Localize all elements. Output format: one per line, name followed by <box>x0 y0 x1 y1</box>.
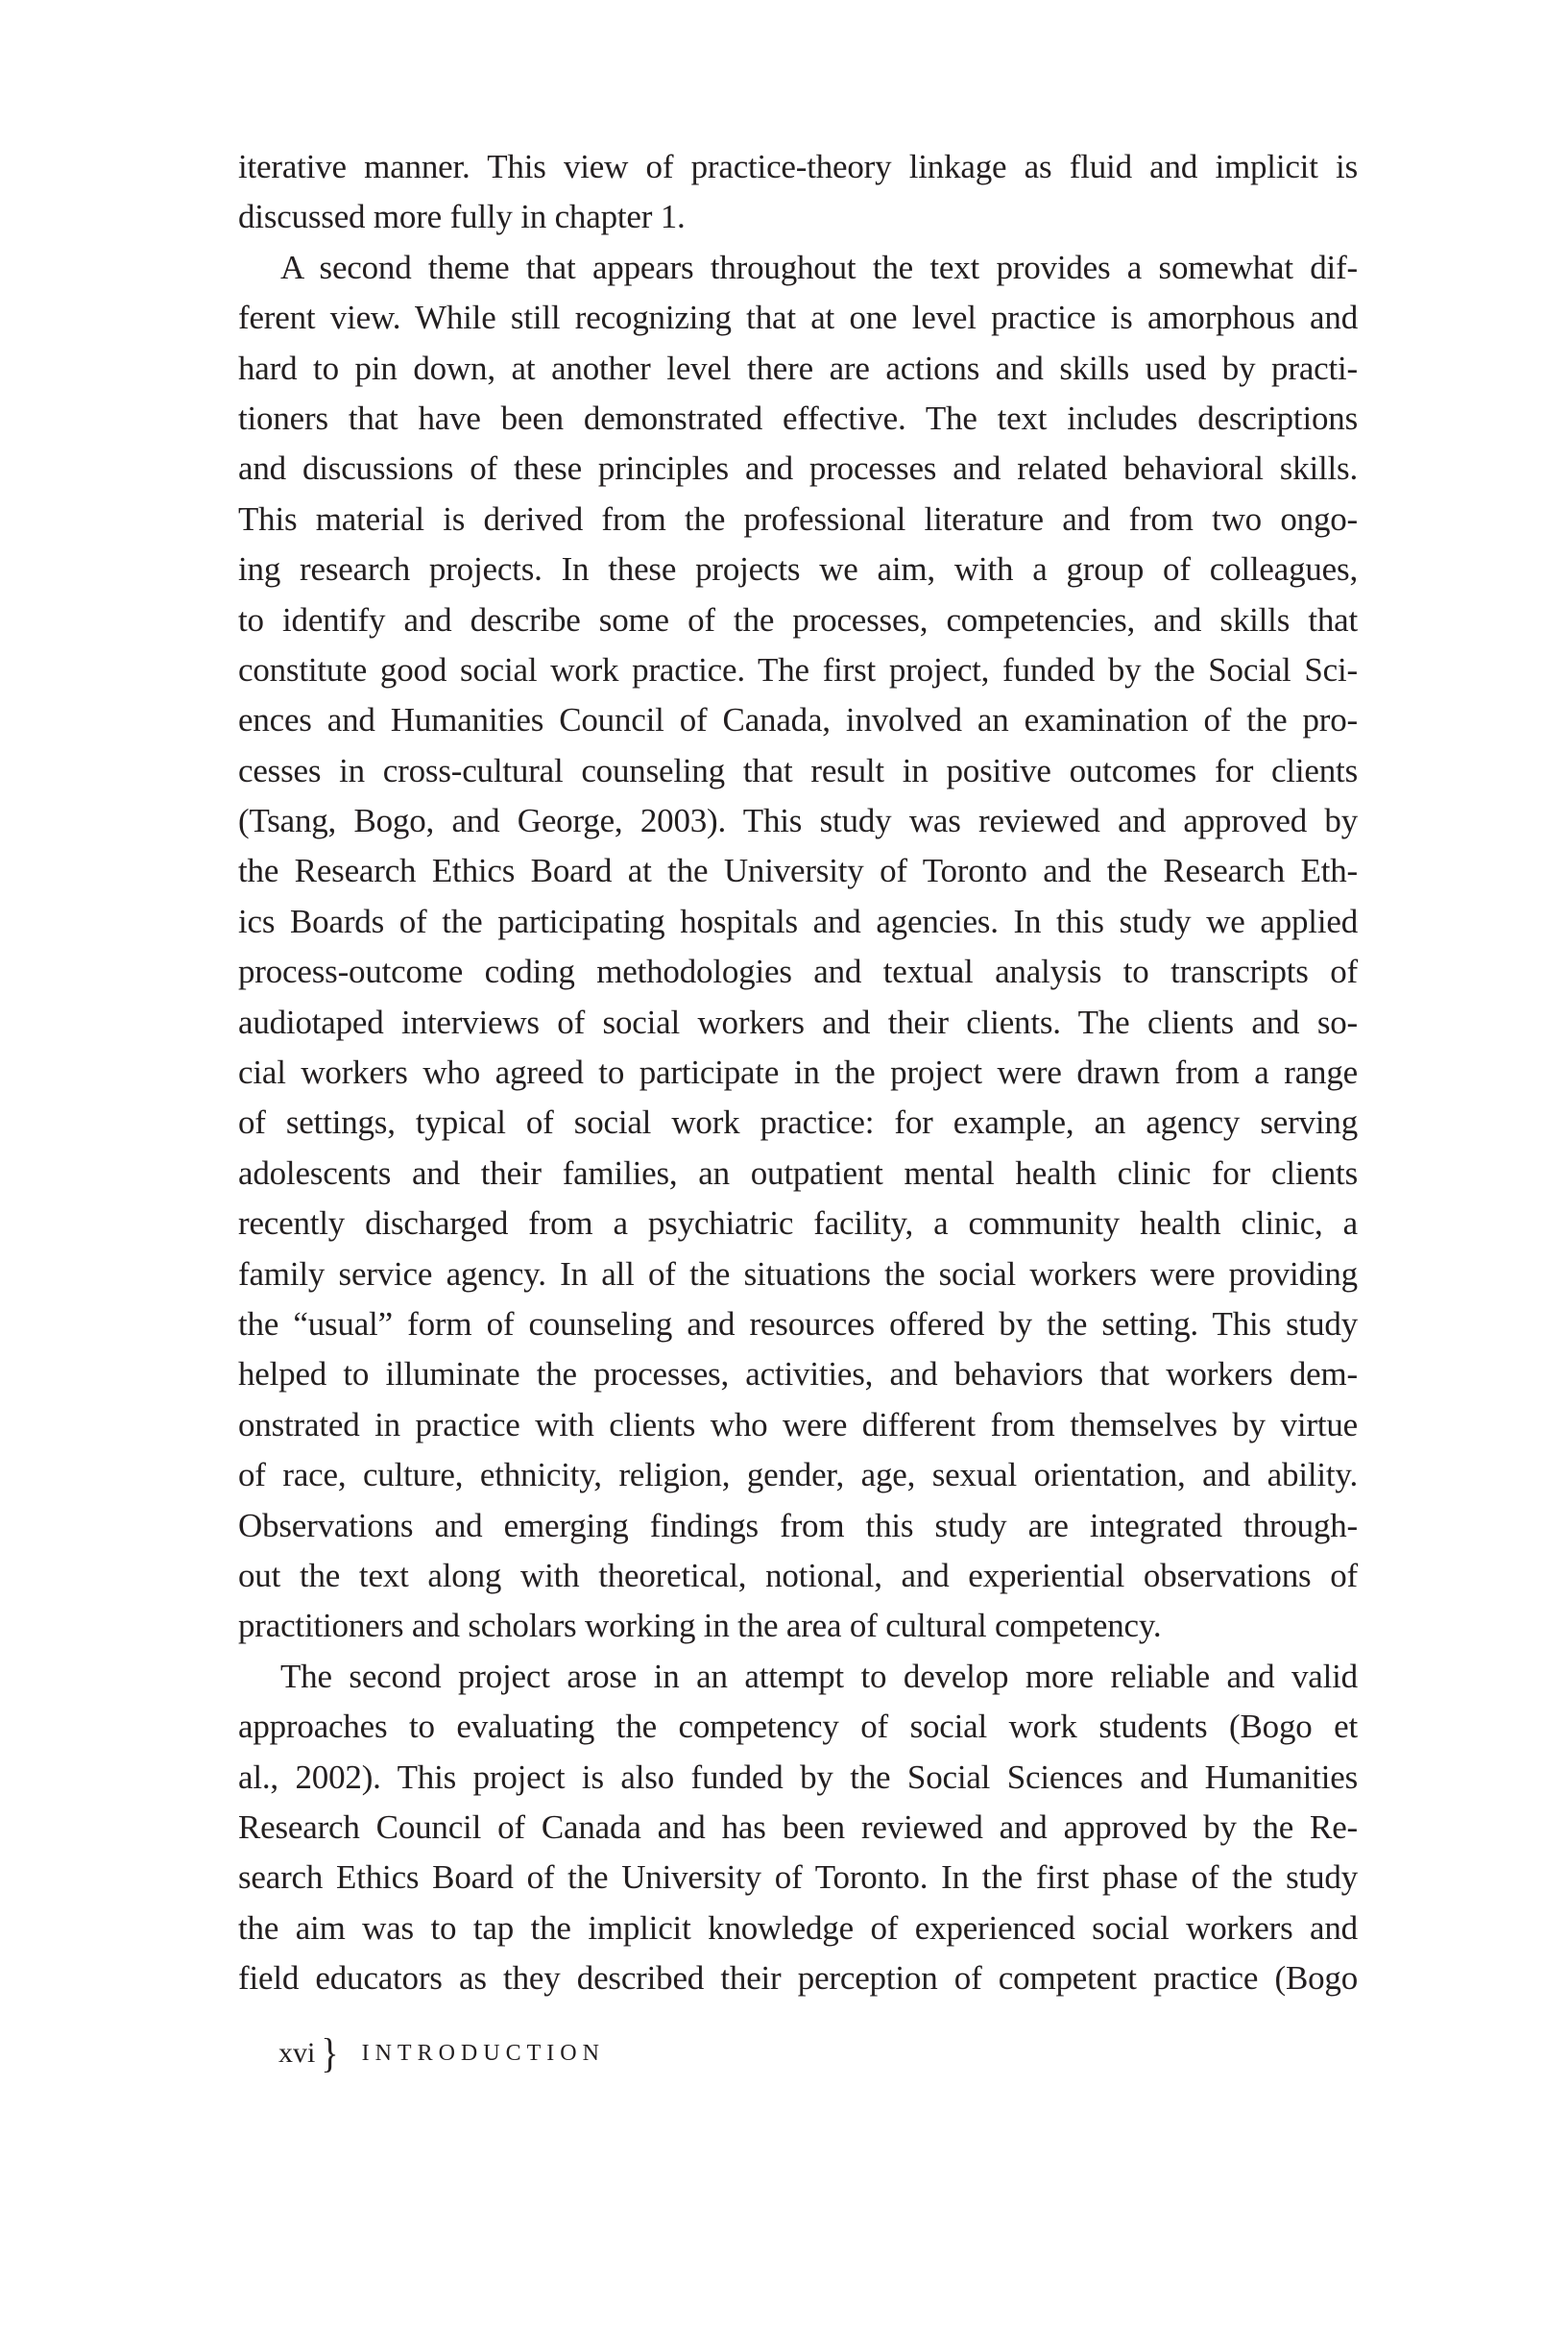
body-text <box>238 142 1358 2003</box>
text-line: Research Council of Canada and has been reviewed and approved by the Re- <box>238 1807 1358 1846</box>
text-line: adolescents and their families, an outpatient mental health clinic for clients <box>238 1153 1358 1192</box>
text-line: the aim was to tap the implicit knowledge of experienced social workers and <box>238 1908 1358 1947</box>
text-line: audiotaped interviews of social workers and their clients. The clients and so- <box>238 1003 1358 1041</box>
text-line: of settings, typical of social work practice: for example, an agency serving <box>238 1103 1358 1142</box>
brace-ornament: } <box>321 2029 339 2077</box>
text-line: constitute good social work practice. The first project, funded by the Social Sci- <box>238 650 1358 689</box>
text-line: ferent view. While still recognizing that at one level practice is amorphous and <box>238 299 1358 337</box>
text-line: family service agency. In all of the situations the social workers were providing <box>238 1254 1358 1293</box>
text-line: iterative manner. This view of practice-theory linkage as fluid and implicit is <box>238 148 1358 185</box>
text-line: practitioners and scholars working in the area of cultural competency. <box>238 1607 1162 1645</box>
text-line: the “usual” form of counseling and resources offered by the setting. This study <box>238 1304 1358 1343</box>
text-line: ics Boards of the participating hospitals and agencies. In this study we applied <box>238 902 1358 940</box>
text-line: process-outcome coding methodologies and textual analysis to transcripts of <box>238 953 1358 991</box>
page-number: xvi <box>278 2037 316 2069</box>
text-line: ing research projects. In these projects we aim, with a group of colleagues, <box>238 550 1358 589</box>
text-line: ences and Humanities Council of Canada, involved an examination of the pro- <box>238 701 1358 740</box>
text-line: of race, culture, ethnicity, religion, gender, age, sexual orientation, and ability. <box>238 1456 1358 1494</box>
text-line: discussed more fully in chapter 1. <box>238 198 686 236</box>
text-line: recently discharged from a psychiatric facility, a community health clinic, a <box>238 1204 1358 1243</box>
text-line: search Ethics Board of the University of Toronto. In the first phase of the study <box>238 1858 1358 1897</box>
page-footer <box>278 2029 605 2077</box>
text-line: Observations and emerging findings from this study are integrated through- <box>238 1506 1358 1544</box>
text-line: out the text along with theoretical, notional, and experiential observations of <box>238 1556 1358 1594</box>
text-line: cesses in cross-cultural counseling that result in positive outcomes for clients <box>238 751 1358 789</box>
text-line: The second project arose in an attempt to develop more reliable and valid <box>280 1657 1358 1695</box>
text-line: This material is derived from the professional literature and from two ongo- <box>238 499 1358 538</box>
text-line: tioners that have been demonstrated effective. The text includes descriptions <box>238 399 1358 437</box>
text-line: field educators as they described their perception of competent practice (Bogo <box>238 1959 1358 1998</box>
text-line: A second theme that appears throughout the text provides a somewhat dif- <box>280 248 1358 286</box>
text-line: helped to illuminate the processes, activities, and behaviors that workers dem- <box>238 1355 1358 1394</box>
text-line: to identify and describe some of the processes, competencies, and skills that <box>238 600 1358 639</box>
text-line: the Research Ethics Board at the University of Toronto and the Research Eth- <box>238 852 1358 890</box>
text-line: hard to pin down, at another level there are actions and skills used by practi- <box>238 349 1358 387</box>
text-line: al., 2002). This project is also funded by the Social Sciences and Humanities <box>238 1758 1358 1796</box>
text-line: approaches to evaluating the competency of social work students (Bogo et <box>238 1708 1358 1746</box>
text-line: (Tsang, Bogo, and George, 2003). This study was reviewed and approved by <box>238 802 1358 840</box>
running-head: INTRODUCTION <box>361 2040 605 2066</box>
text-line: and discussions of these principles and processes and related behavioral skills. <box>238 449 1358 488</box>
text-line: cial workers who agreed to participate in the project were drawn from a range <box>238 1054 1358 1092</box>
text-line: onstrated in practice with clients who were different from themselves by virtue <box>238 1405 1358 1443</box>
